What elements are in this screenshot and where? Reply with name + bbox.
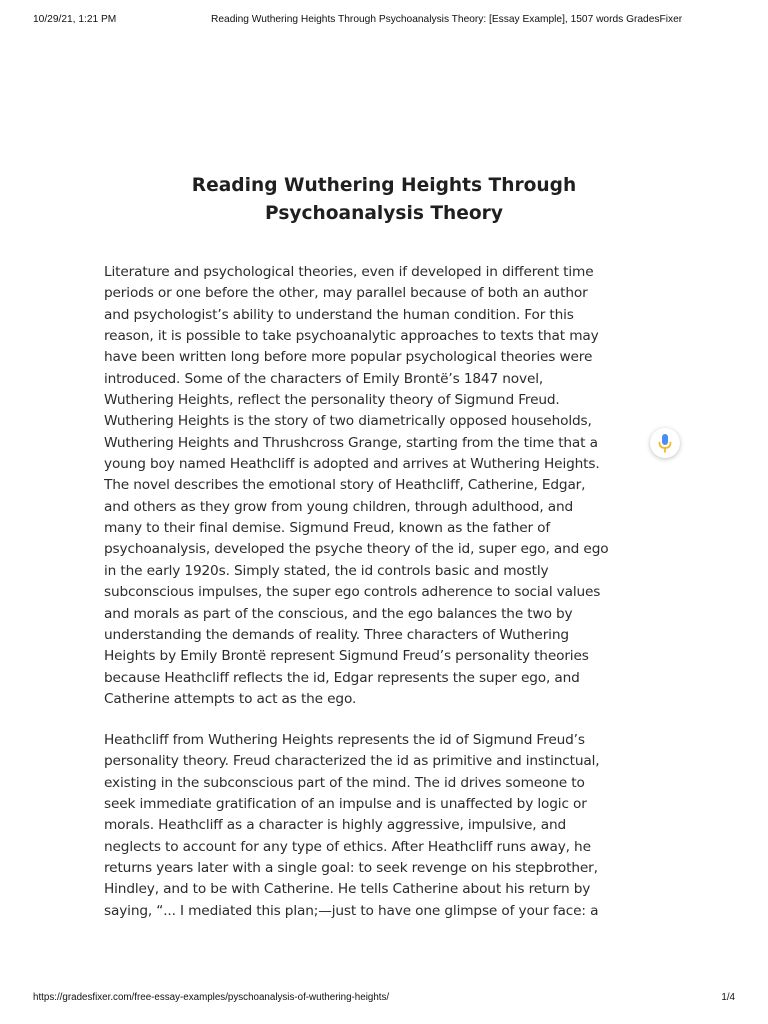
paragraph-line: subconscious impulses, the super ego controls adherence to social values (104, 584, 601, 601)
paragraph-line: and psychologist’s ability to understand the human condition. For this (104, 306, 574, 323)
paragraph-line: seek immediate gratification of an impulse and is unaffected by logic or (104, 796, 587, 813)
document-title-line: Psychoanalysis Theory (265, 203, 503, 224)
print-header (33, 14, 683, 28)
paragraph-line: Heathcliff from Wuthering Heights represents the id of Sigmund Freud’s (104, 732, 585, 748)
paragraph-line: Catherine attempts to act as the ego. (104, 690, 357, 707)
paragraph-line: The novel describes the emotional story of Heathcliff, Catherine, Edgar, (104, 477, 586, 494)
paragraph-line: personality theory. Freud characterized the id as primitive and instinctual, (104, 753, 600, 770)
paragraph-line: and morals as part of the conscious, and the ego balances the two by (104, 605, 573, 622)
paragraph-line: many to their final demise. Sigmund Freud, known as the father of (104, 520, 551, 537)
essay-paragraph-2 (104, 730, 664, 922)
paragraph-line: because Heathcliff reflects the id, Edgar represents the super ego, and (104, 669, 580, 686)
paragraph-line: understanding the demands of reality. Three characters of Wuthering (104, 626, 569, 643)
paragraph-line: reason, it is possible to take psychoanalytic approaches to texts that may (104, 328, 599, 345)
paragraph-line: psychoanalysis, developed the psyche theory of the id, super ego, and ego (104, 541, 609, 558)
paragraph-line: returns years later with a single goal: to seek revenge on his stepbrother, (104, 860, 598, 877)
paragraph-line: Literature and psychological theories, even if developed in different time (104, 264, 594, 280)
paragraph-line: Wuthering Heights, reflect the personality theory of Sigmund Freud. (104, 392, 560, 409)
print-url: https://gradesfixer.com/free-essay-examples/pyschoanalysis-of-wuthering-heights/ (33, 992, 390, 1003)
paragraph-line: saying, “... I mediated this plan;—just to have one glimpse of your face: a (104, 902, 599, 919)
document-title (150, 172, 618, 228)
voice-input-button[interactable] (650, 428, 680, 458)
microphone-icon (657, 433, 673, 453)
paragraph-line: in the early 1920s. Simply stated, the id controls basic and mostly (104, 562, 549, 579)
print-datetime: 10/29/21, 1:21 PM (33, 14, 117, 25)
essay-paragraph-1 (104, 262, 664, 710)
paragraph-line: and others as they grow from young children, through adulthood, and (104, 498, 574, 515)
paragraph-line: have been written long before more popular psychological theories were (104, 349, 593, 366)
paragraph-line: young boy named Heathcliff is adopted and arrives at Wuthering Heights. (104, 456, 600, 473)
paragraph-line: morals. Heathcliff as a character is highly aggressive, impulsive, and (104, 817, 567, 834)
paragraph-line: Heights by Emily Brontë represent Sigmund Freud’s personality theories (104, 648, 589, 665)
paragraph-line: existing in the subconscious part of the mind. The id drives someone to (104, 774, 585, 791)
paragraph-line: Wuthering Heights is the story of two diametrically opposed households, (104, 413, 592, 430)
paragraph-line: periods or one before the other, may parallel because of both an author (104, 285, 588, 302)
paragraph-line: neglects to account for any type of ethics. After Heathcliff runs away, he (104, 838, 591, 855)
print-footer (33, 992, 735, 1006)
paragraph-line: Hindley, and to be with Catherine. He tells Catherine about his return by (104, 881, 591, 898)
print-page-title: Reading Wuthering Heights Through Psychoanalysis Theory: [Essay Example], 1507 words GradesFixer (211, 14, 683, 25)
paragraph-line: Wuthering Heights and Thrushcross Grange, starting from the time that a (104, 434, 598, 451)
document-title-line: Reading Wuthering Heights Through (191, 175, 577, 196)
print-page-number: 1/4 (721, 992, 735, 1003)
paragraph-line: introduced. Some of the characters of Emily Brontë’s 1847 novel, (104, 370, 544, 387)
